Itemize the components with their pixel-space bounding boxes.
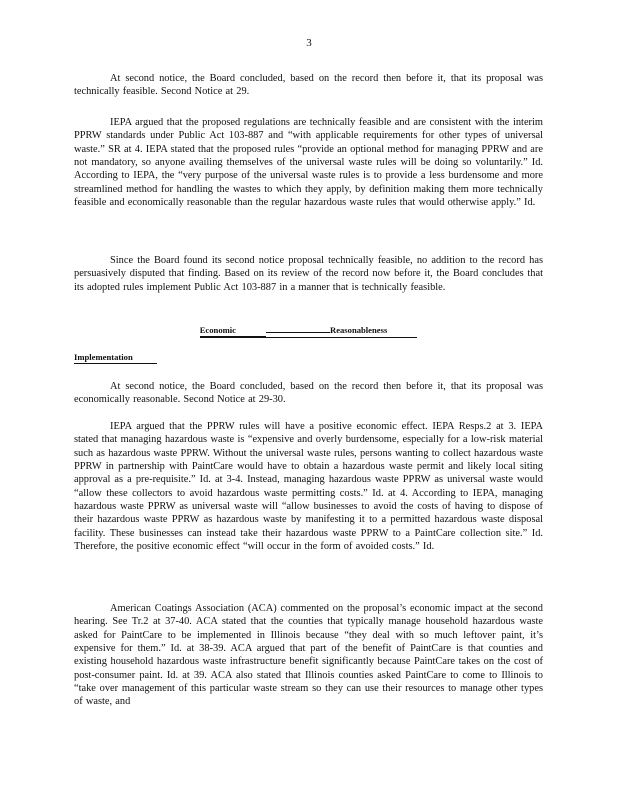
paragraph-second-notice-economic: At second notice, the Board concluded, based on the record then before it, that its proposal was economically reasonable. Second Notice at 29-30. [74, 381, 543, 406]
paragraph-aca-comments: American Coatings Association (ACA) commented on the proposal’s economic impact at the second hearing. See Tr.2 at 37-40. ACA stated that the counties that typically manage household hazardous waste asked for PaintCare to be implemented in Illinois because “they deal with so much leftover paint, it’s expensive for them.” Id. at 38-39. ACA argued that part of the benefit of PaintCare is that counties and existing household hazardous waste infrastructure benefit significantly because PaintCare takes on the cost of post-consumer paint. Id. at 39. ACA also stated that Illinois counties asked PaintCare to come to Illinois to “take over management of this particular waste stream so they can use their resources to manage other types of waste, and [74, 603, 543, 708]
paragraph-iepa-economic-effect: IEPA argued that the PPRW rules will have a positive economic effect. IEPA Resps.2 at 3. IEPA stated that managing hazardous waste is “expensive and overly burdensome, especially for a low-risk material such as hazardous waste PPRW. Without the universal waste rules, persons wanting to collect hazardous waste PPRW in partnership with PaintCare would have to obtain a hazardous waste permit and likely local siting approval as a pre-requisite.” Id. at 3-4. Instead, managing hazardous waste PPRW as universal waste would “allow these collectors to avoid hazardous waste permitting costs.” Id. at 4. According to IEPA, managing hazardous waste PPRW as universal waste will “allow businesses to avoid the costs of having to dispose of their hazardous waste PPRW as hazardous waste by manifesting it to a permitted hazardous waste disposal facility. These businesses can instead take their hazardous waste PPRW to a PaintCare collection site.” Id. Therefore, the positive economic effect “will occur in the form of avoided costs.” Id. [74, 421, 543, 552]
section-heading-implementation: Implementation [74, 352, 157, 364]
paragraph-iepa-feasibility: IEPA argued that the proposed regulations are technically feasible and are consistent with the interim PPRW standards under Public Act 103-887 and “with applicable requirements for other types of universal waste.” SR at 4. IEPA stated that the proposed rules “provide an optional method for managing PPRW and are not mandatory, so anyone availing themselves of the universal waste rules will be doing so voluntarily.” Id. According to IEPA, the “very purpose of the universal waste rules is to provide a less burdensome and more streamlined method for handling the wastes to which they apply, by definition making them more technically feasible and economically reasonable than the regular hazardous waste rules that would otherwise apply.” Id. [74, 117, 543, 208]
section-heading-economic-reasonableness [74, 325, 543, 338]
heading-reasonableness: Reasonableness [329, 325, 388, 335]
paragraph-board-conclusion-feasible: Since the Board found its second notice proposal technically feasible, no addition to the record has persuasively disputed that finding. Based on its review of the record now before it, the Board concludes that its adopted rules implement Public Act 103-887 in a manner that is technically feasible. [74, 255, 543, 293]
paragraph-second-notice-feasible: At second notice, the Board concluded, based on the record then before it, that its proposal was technically feasible. Second Notice at 29. [74, 73, 543, 98]
heading-economic: Economic [200, 325, 266, 337]
page-number: 3 [306, 37, 312, 49]
